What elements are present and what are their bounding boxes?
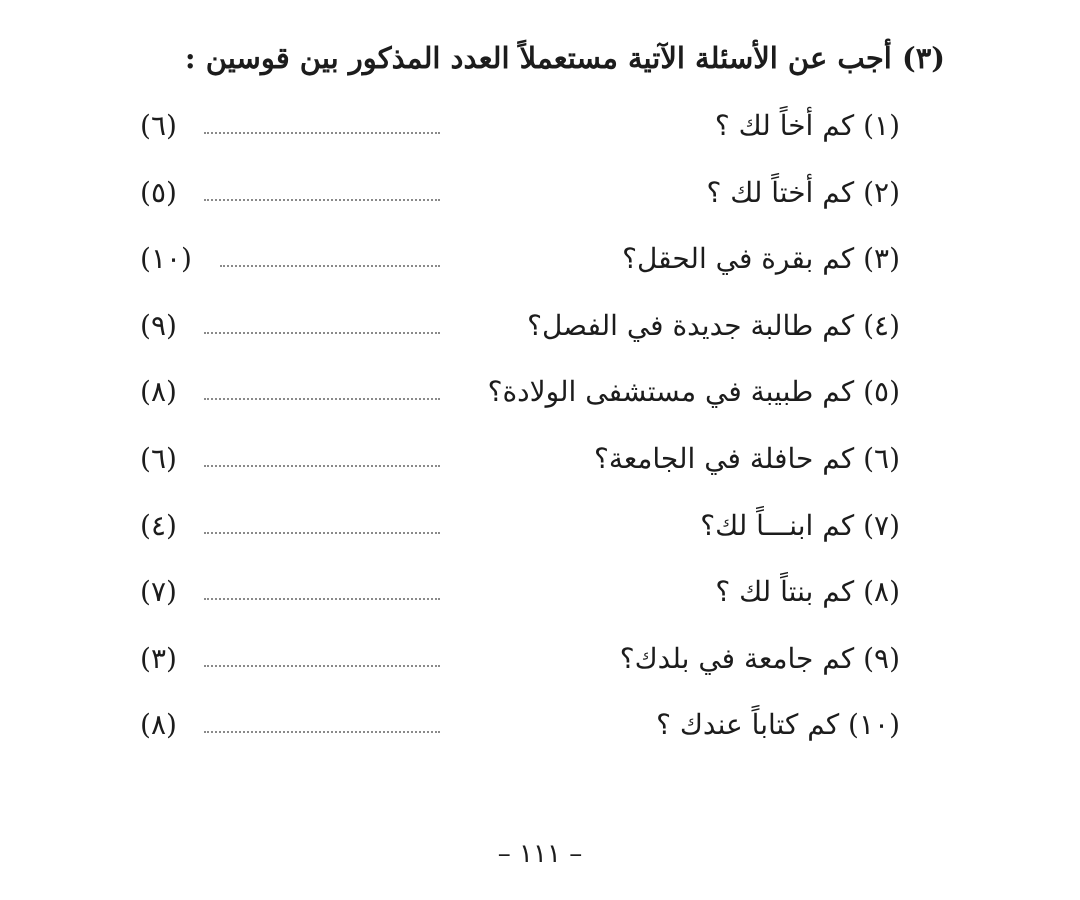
question-text: (٥) كم طبيبة في مستشفى الولادة؟ — [487, 375, 900, 409]
question-row — [0, 231, 1080, 298]
answer-blank-line — [204, 398, 440, 400]
question-text: (٩) كم جامعة في بلدك؟ — [619, 641, 900, 675]
question-text: (٧) كم ابنـــاً لك؟ — [700, 508, 900, 542]
question-list — [0, 98, 1080, 764]
question-row — [0, 98, 1080, 165]
question-row — [0, 298, 1080, 365]
exercise-instruction: (٣) أجب عن الأسئلة الآتية مستعملاً العدد المذكور بين قوسين : — [184, 41, 945, 75]
given-number: (٨) — [140, 375, 177, 409]
given-number: (٥) — [140, 175, 177, 209]
question-row — [0, 564, 1080, 631]
given-number: (٣) — [140, 641, 177, 675]
question-row — [0, 697, 1080, 764]
question-text: (٦) كم حافلة في الجامعة؟ — [594, 441, 900, 475]
given-number: (٤) — [140, 508, 177, 542]
answer-blank-line — [204, 665, 440, 667]
question-row — [0, 431, 1080, 498]
question-row — [0, 498, 1080, 565]
answer-blank-line — [204, 199, 440, 201]
answer-blank-line — [204, 598, 440, 600]
answer-blank-line — [204, 332, 440, 334]
question-text: (٤) كم طالبة جديدة في الفصل؟ — [527, 308, 900, 342]
given-number: (٧) — [140, 575, 177, 609]
question-text: (٢) كم أختاً لك ؟ — [706, 175, 900, 209]
answer-blank-line — [204, 731, 440, 733]
question-row — [0, 165, 1080, 232]
answer-blank-line — [204, 132, 440, 134]
answer-blank-line — [204, 465, 440, 467]
answer-blank-line — [204, 532, 440, 534]
page-number: – ١١١ – — [497, 839, 583, 869]
given-number: (٩) — [140, 308, 177, 342]
question-row — [0, 364, 1080, 431]
given-number: (٨) — [140, 708, 177, 742]
question-row — [0, 631, 1080, 698]
question-text: (١) كم أخاً لك ؟ — [714, 109, 900, 142]
given-number: (٦) — [140, 109, 177, 142]
given-number: (٦) — [140, 441, 177, 475]
question-text: (٣) كم بقرة في الحقل؟ — [622, 242, 900, 276]
question-text: (١٠) كم كتاباً عندك ؟ — [656, 708, 900, 742]
question-text: (٨) كم بنتاً لك ؟ — [715, 575, 900, 609]
answer-blank-line — [220, 265, 440, 267]
given-number: (١٠) — [140, 242, 192, 276]
